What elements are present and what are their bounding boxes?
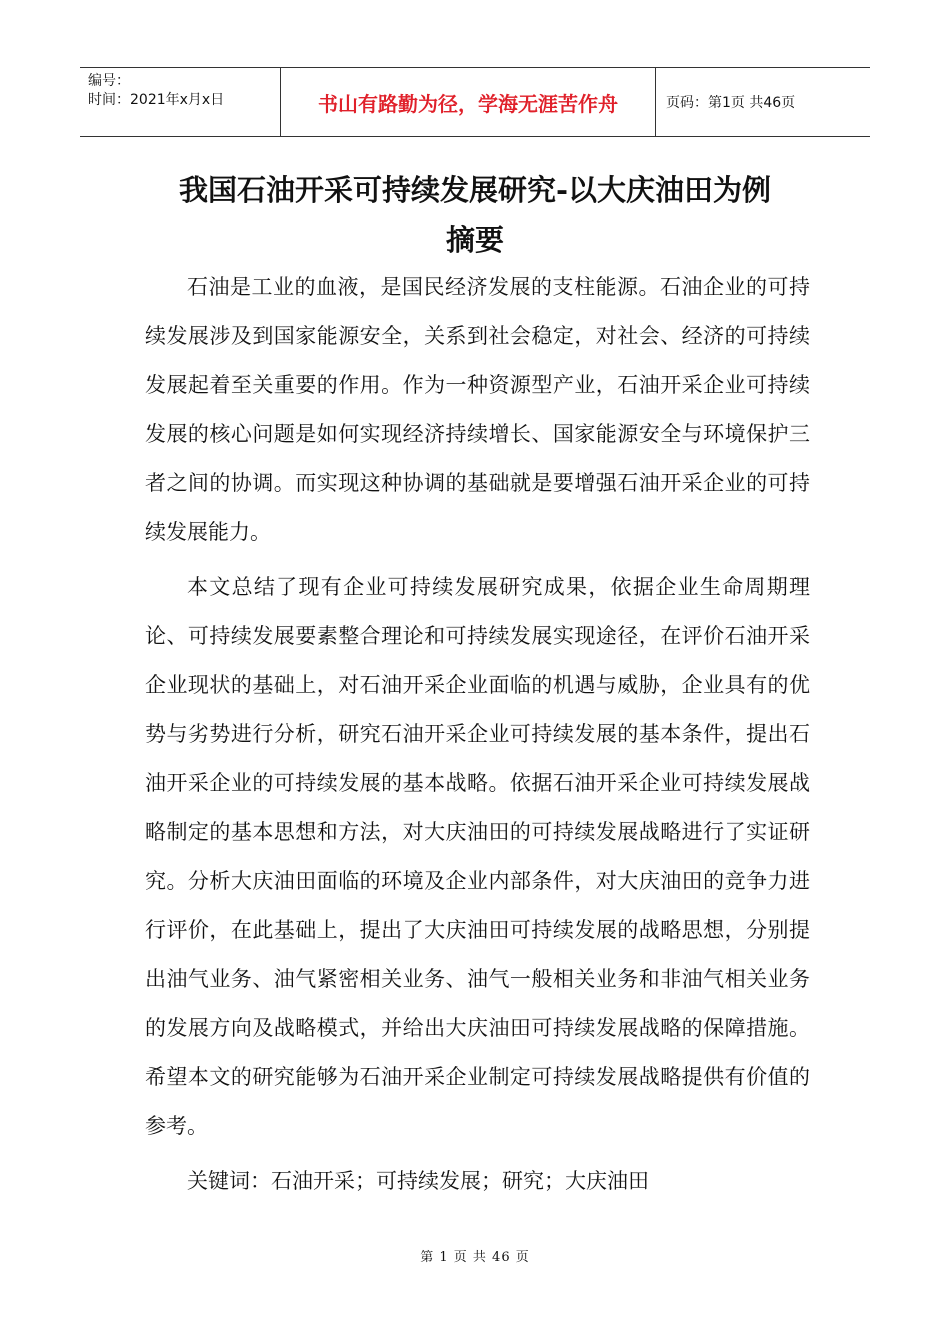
- header-motto: 书山有路勤为径，学海无涯苦作舟: [281, 68, 656, 136]
- paragraph: 本文总结了现有企业可持续发展研究成果，依据企业生命周期理论、可持续发展要素整合理论和可持续发展实现途径，在评价石油开采企业现状的基础上，对石油开采企业面临的机遇与威胁，企业具有的优势与劣势进行分析，研究石油开采企业可持续发展的基本条件，提出石油开采企业的可持续发展的基本战略。依据石油开采企业可持续发展战略制定的基本思想和方法，对大庆油田的可持续发展战略进行了实证研究。分析大庆油田面临的环境及企业内部条件，对大庆油田的竞争力进行评价，在此基础上，提出了大庆油田可持续发展的战略思想，分别提出油气业务、油气紧密相关业务、油气一般相关业务和非油气相关业务的发展方向及战略模式，并给出大庆油田可持续发展战略的保障措施。希望本文的研究能够为石油开采企业制定可持续发展战略提供有价值的参考。: [145, 575, 810, 1138]
- page-footer: 第 1 页 共 46 页: [420, 1250, 530, 1265]
- header-page-info: 页码：第1页 共46页: [666, 95, 796, 111]
- abstract-body: [145, 263, 810, 1206]
- keywords-paragraph: 关键词：石油开采；可持续发展；研究；大庆油田: [187, 1169, 649, 1193]
- page-header: [80, 67, 870, 137]
- document-title: 我国石油开采可持续发展研究-以大庆油田为例: [178, 173, 772, 207]
- header-meta: [80, 68, 281, 136]
- abstract-heading: 摘要: [445, 223, 504, 257]
- paragraph: 石油是工业的血液，是国民经济发展的支柱能源。石油企业的可持续发展涉及到国家能源安全，关系到社会稳定，对社会、经济的可持续发展起着至关重要的作用。作为一种资源型产业，石油开采企业可持续发展的核心问题是如何实现经济持续增长、国家能源安全与环境保护三者之间的协调。而实现这种协调的基础就是要增强石油开采企业的可持续发展能力。: [145, 275, 810, 544]
- time-label: 时间：2021年x月x日: [88, 92, 225, 108]
- number-label: 编号：: [88, 73, 130, 89]
